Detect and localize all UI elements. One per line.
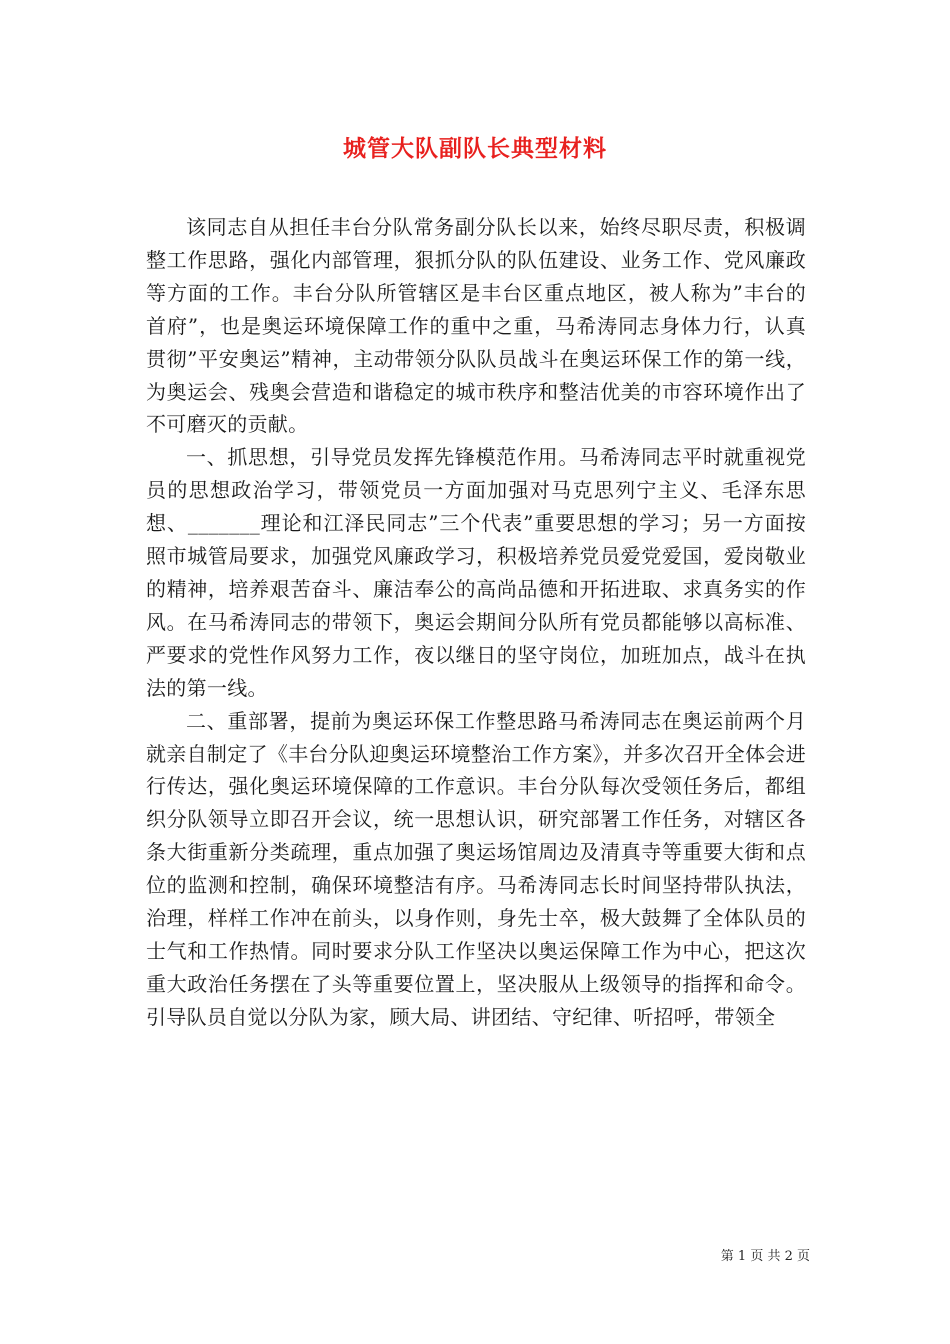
paragraph-intro: 该同志自从担任丰台分队常务副分队长以来，始终尽职尽责，积极调整工作思路，强化内部管理，狠抓分队的队伍建设、业务工作、党风廉政等方面的工作。丰台分队所管辖区是丰台区重点地区，被人称为”丰台的首府”，也是奥运环境保障工作的重中之重，马希涛同志身体力行，认真贯彻”平安奥运”精神，主动带领分队队员战斗在奥运环保工作的第一线，为奥运会、残奥会营造和谐稳定的城市秩序和整洁优美的市容环境作出了不可磨灭的贡献。 xyxy=(146,215,806,437)
document-body xyxy=(146,211,806,1034)
paragraph-section-2: 二、重部署，提前为奥运环保工作整思路马希涛同志在奥运前两个月就亲自制定了《丰台分队迎奥运环境整治工作方案》，并多次召开全体会进行传达，强化奥运环境保障的工作意识。丰台分队每次受领任务后，都组织分队领导立即召开会议，统一思想认识，研究部署工作任务，对辖区各条大街重新分类疏理，重点加强了奥运场馆周边及清真寺等重要大街和点位的监测和控制，确保环境整洁有序。马希涛同志长时间坚持带队执法，治理，样样工作冲在前头，以身作则，身先士卒，极大鼓舞了全体队员的士气和工作热情。同时要求分队工作坚决以奥运保障工作为中心，把这次重大政治任务摆在了头等重要位置上，坚决服从上级领导的指挥和命令。引导队员自觉以分队为家，顾大局、讲团结、守纪律、听招呼，带领全 xyxy=(146,708,806,1029)
document-title: 城管大队副队长典型材料 xyxy=(343,135,607,162)
page-number: 第 1 页 共 2 页 xyxy=(720,1249,810,1264)
paragraph-section-1: 一、抓思想，引导党员发挥先锋模范作用。马希涛同志平时就重视党员的思想政治学习，带领党员一方面加强对马克思列宁主义、毛泽东思想、_______理论和江泽民同志”三个代表”重要思想的学习；另一方面按照市城管局要求，加强党风廉政学习，积极培养党员爱党爱国，爱岗敬业的精神，培养艰苦奋斗、廉洁奉公的高尚品德和开拓进取、求真务实的作风。在马希涛同志的带领下，奥运会期间分队所有党员都能够以高标准、严要求的党性作风努力工作，夜以继日的坚守岗位，加班加点，战斗在执法的第一线。 xyxy=(146,445,806,700)
